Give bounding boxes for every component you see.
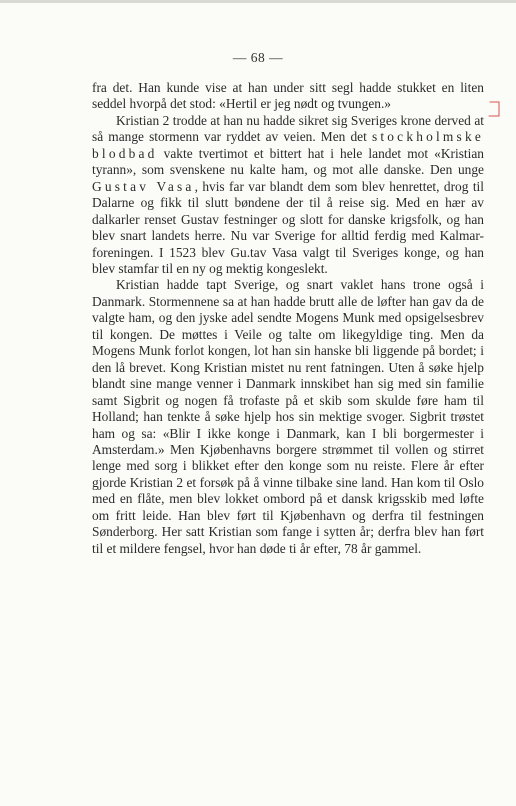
text-run: vakte tvertimot et bittert hat i hele landet mot «Kristian tyrann», som svenskene nu kalte ham, og mot alle danske. Den unge xyxy=(92,145,484,178)
emphasized-name: stockholmske blodbad xyxy=(92,129,484,161)
text-run: Kristian 2 trodde at han nu hadde sikret sig Sveriges krone derved at så mange stormenn var ryddet av veien. Men det xyxy=(92,112,484,145)
body-text xyxy=(92,80,484,557)
text-run: fra det. Han kunde vise at han under sitt segl hadde stukket en liten seddel hvorpå det stod: «Hertil er jeg nødt og tvungen.» xyxy=(92,80,484,112)
pencil-correction-mark xyxy=(488,100,502,118)
emphasized-name: Gustav Vasa xyxy=(92,178,195,194)
paragraph xyxy=(92,113,484,278)
text-run: Kristian hadde tapt Sverige, og snart vaklet hans trone også i Danmark. Stormennene sa at han hadde brutt alle de løfter han gav da de valgte ham, og den jyske adel sendte Mogens Munk med opsigelsesbrev til kongen. De møttes i Veile og talte om likegyldige ting. Men da Mogens Munk forlot kongen, lot han sin hanske bli liggende på bordet; i den lå brevet. Kong Kristian mistet nu rent fatningen. Uten å søke hjelp blandt sine mange venner i Danmark innskibet han sig med sin familie samt Sigbrit og nogen få trofaste på et skib som skulde føre ham til Holland; han tenkte å søke hjelp hos sin mektige svoger. Sigbrit trøstet ham og sa: «Blir I ikke konge i Danmark, kan I bli borgermester i Amsterdam.» Men Kjøbenhavns borgere strømmet til vollen og stirret lenge med sorg i blikket efter den konge som nu reiste. Flere år efter gjorde Kristian 2 et forsøk på å vinne tilbake sine land. Han kom til Oslo med en flåte, men blev lokket ombord på et dansk krigsskib med løfte om fritt leide. Han blev ført til Kjøbenhavn og derfra til festningen Sønderborg. Her satt Kristian som fange i sytten år; derfra blev han ført til et mildere fengsel, hvor han døde ti år efter, 78 år gammel. xyxy=(92,277,484,556)
paragraph xyxy=(92,277,484,557)
page-number: — 68 — xyxy=(232,50,284,65)
text-run: , hvis far var blandt dem som blev henrettet, drog til Dalarne og fikk til slutt bøndene der til å reise sig. Med en hær av dalkarler renset Gustav festninger og slott for danske krigsfolk, og han blev snart landets herre. Nu var Sverige for alltid ferdig med Kalmar-foreningen. I 1523 blev Gu.tav Vasa valgt til Sveriges konge, og han blev stamfar til en ny og mektig kongeslekt. xyxy=(92,178,484,276)
page-top-edge xyxy=(0,0,516,3)
paragraph xyxy=(92,80,484,113)
